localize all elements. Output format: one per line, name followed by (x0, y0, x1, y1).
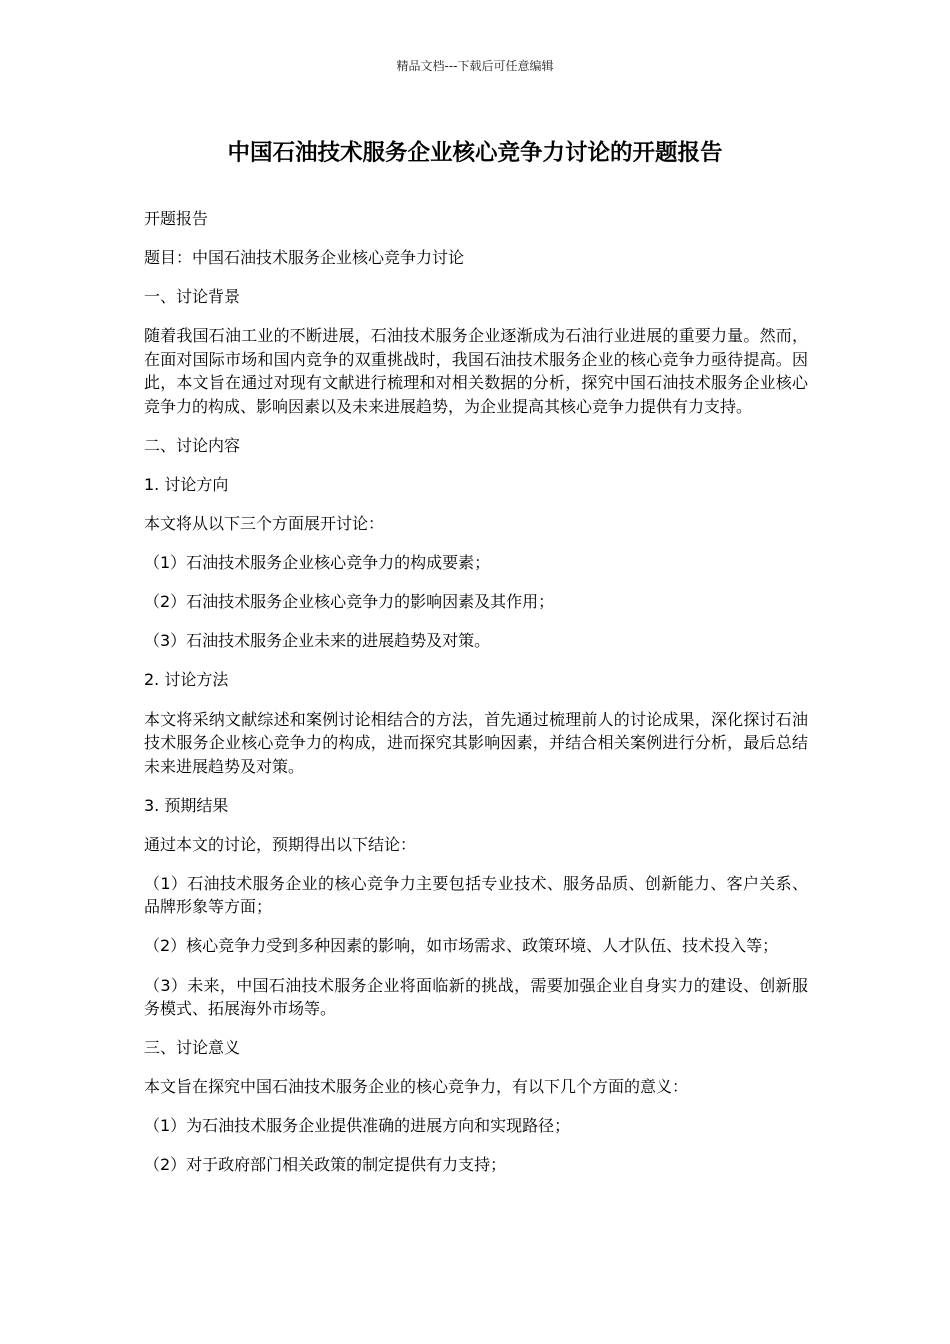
list-item: （3）未来，中国石油技术服务企业将面临新的挑战，需要加强企业自身实力的建设、创新服务模式、拓展海外市场等。 (144, 975, 808, 1018)
section-heading-significance: 三、讨论意义 (144, 1038, 241, 1058)
list-item: （2）石油技术服务企业核心竞争力的影响因素及其作用； (144, 592, 555, 612)
paragraph-label: 开题报告 (144, 209, 209, 228)
header-note: 精品文档---下载后可任意编辑 (396, 59, 554, 73)
document-title: 中国石油技术服务企业核心竞争力讨论的开题报告 (227, 140, 723, 166)
subheading-expected-results: 3. 预期结果 (144, 795, 229, 815)
list-item: （2）核心竞争力受到多种因素的影响，如市场需求、政策环境、人才队伍、技术投入等； (144, 936, 779, 956)
list-item: （1）石油技术服务企业的核心竞争力主要包括专业技术、服务品质、创新能力、客户关系、品牌形象等方面； (144, 873, 808, 917)
section-heading-content: 二、讨论内容 (144, 435, 241, 455)
section-heading-background: 一、讨论背景 (144, 287, 241, 307)
paragraph-direction-intro: 本文将从以下三个方面展开讨论： (144, 514, 385, 534)
paragraph-results-intro: 通过本文的讨论，预期得出以下结论： (144, 834, 417, 854)
paragraph-method: 本文将采纳文献综述和案例讨论相结合的方法，首先通过梳理前人的讨论成果，深化探讨石油技术服务企业核心竞争力的构成，进而探究其影响因素，并结合相关案例进行分析，最后总结未来进展趋势及对策。 (144, 709, 808, 776)
list-item: （3）石油技术服务企业未来的进展趋势及对策。 (144, 631, 491, 651)
paragraph-background: 随着我国石油工业的不断进展，石油技术服务企业逐渐成为石油行业进展的重要力量。然而，在面对国际市场和国内竞争的双重挑战时，我国石油技术服务企业的核心竞争力亟待提高。因此，本文旨在通过对现有文献进行梳理和对相关数据的分析，探究中国石油技术服务企业核心竞争力的构成、影响因素以及未来进展趋势，为企业提高其核心竞争力提供有力支持。 (144, 326, 808, 416)
document-body (144, 207, 808, 1192)
list-item: （1）石油技术服务企业核心竞争力的构成要素； (144, 553, 491, 573)
list-item: （2）对于政府部门相关政策的制定提供有力支持； (144, 1155, 507, 1175)
subheading-method: 2. 讨论方法 (144, 670, 229, 690)
list-item: （1）为石油技术服务企业提供准确的进展方向和实现路径； (144, 1116, 571, 1136)
paragraph-topic: 题目：中国石油技术服务企业核心竞争力讨论 (144, 248, 465, 268)
subheading-direction: 1. 讨论方向 (144, 474, 229, 494)
paragraph-significance-intro: 本文旨在探究中国石油技术服务企业的核心竞争力，有以下几个方面的意义： (144, 1077, 689, 1097)
